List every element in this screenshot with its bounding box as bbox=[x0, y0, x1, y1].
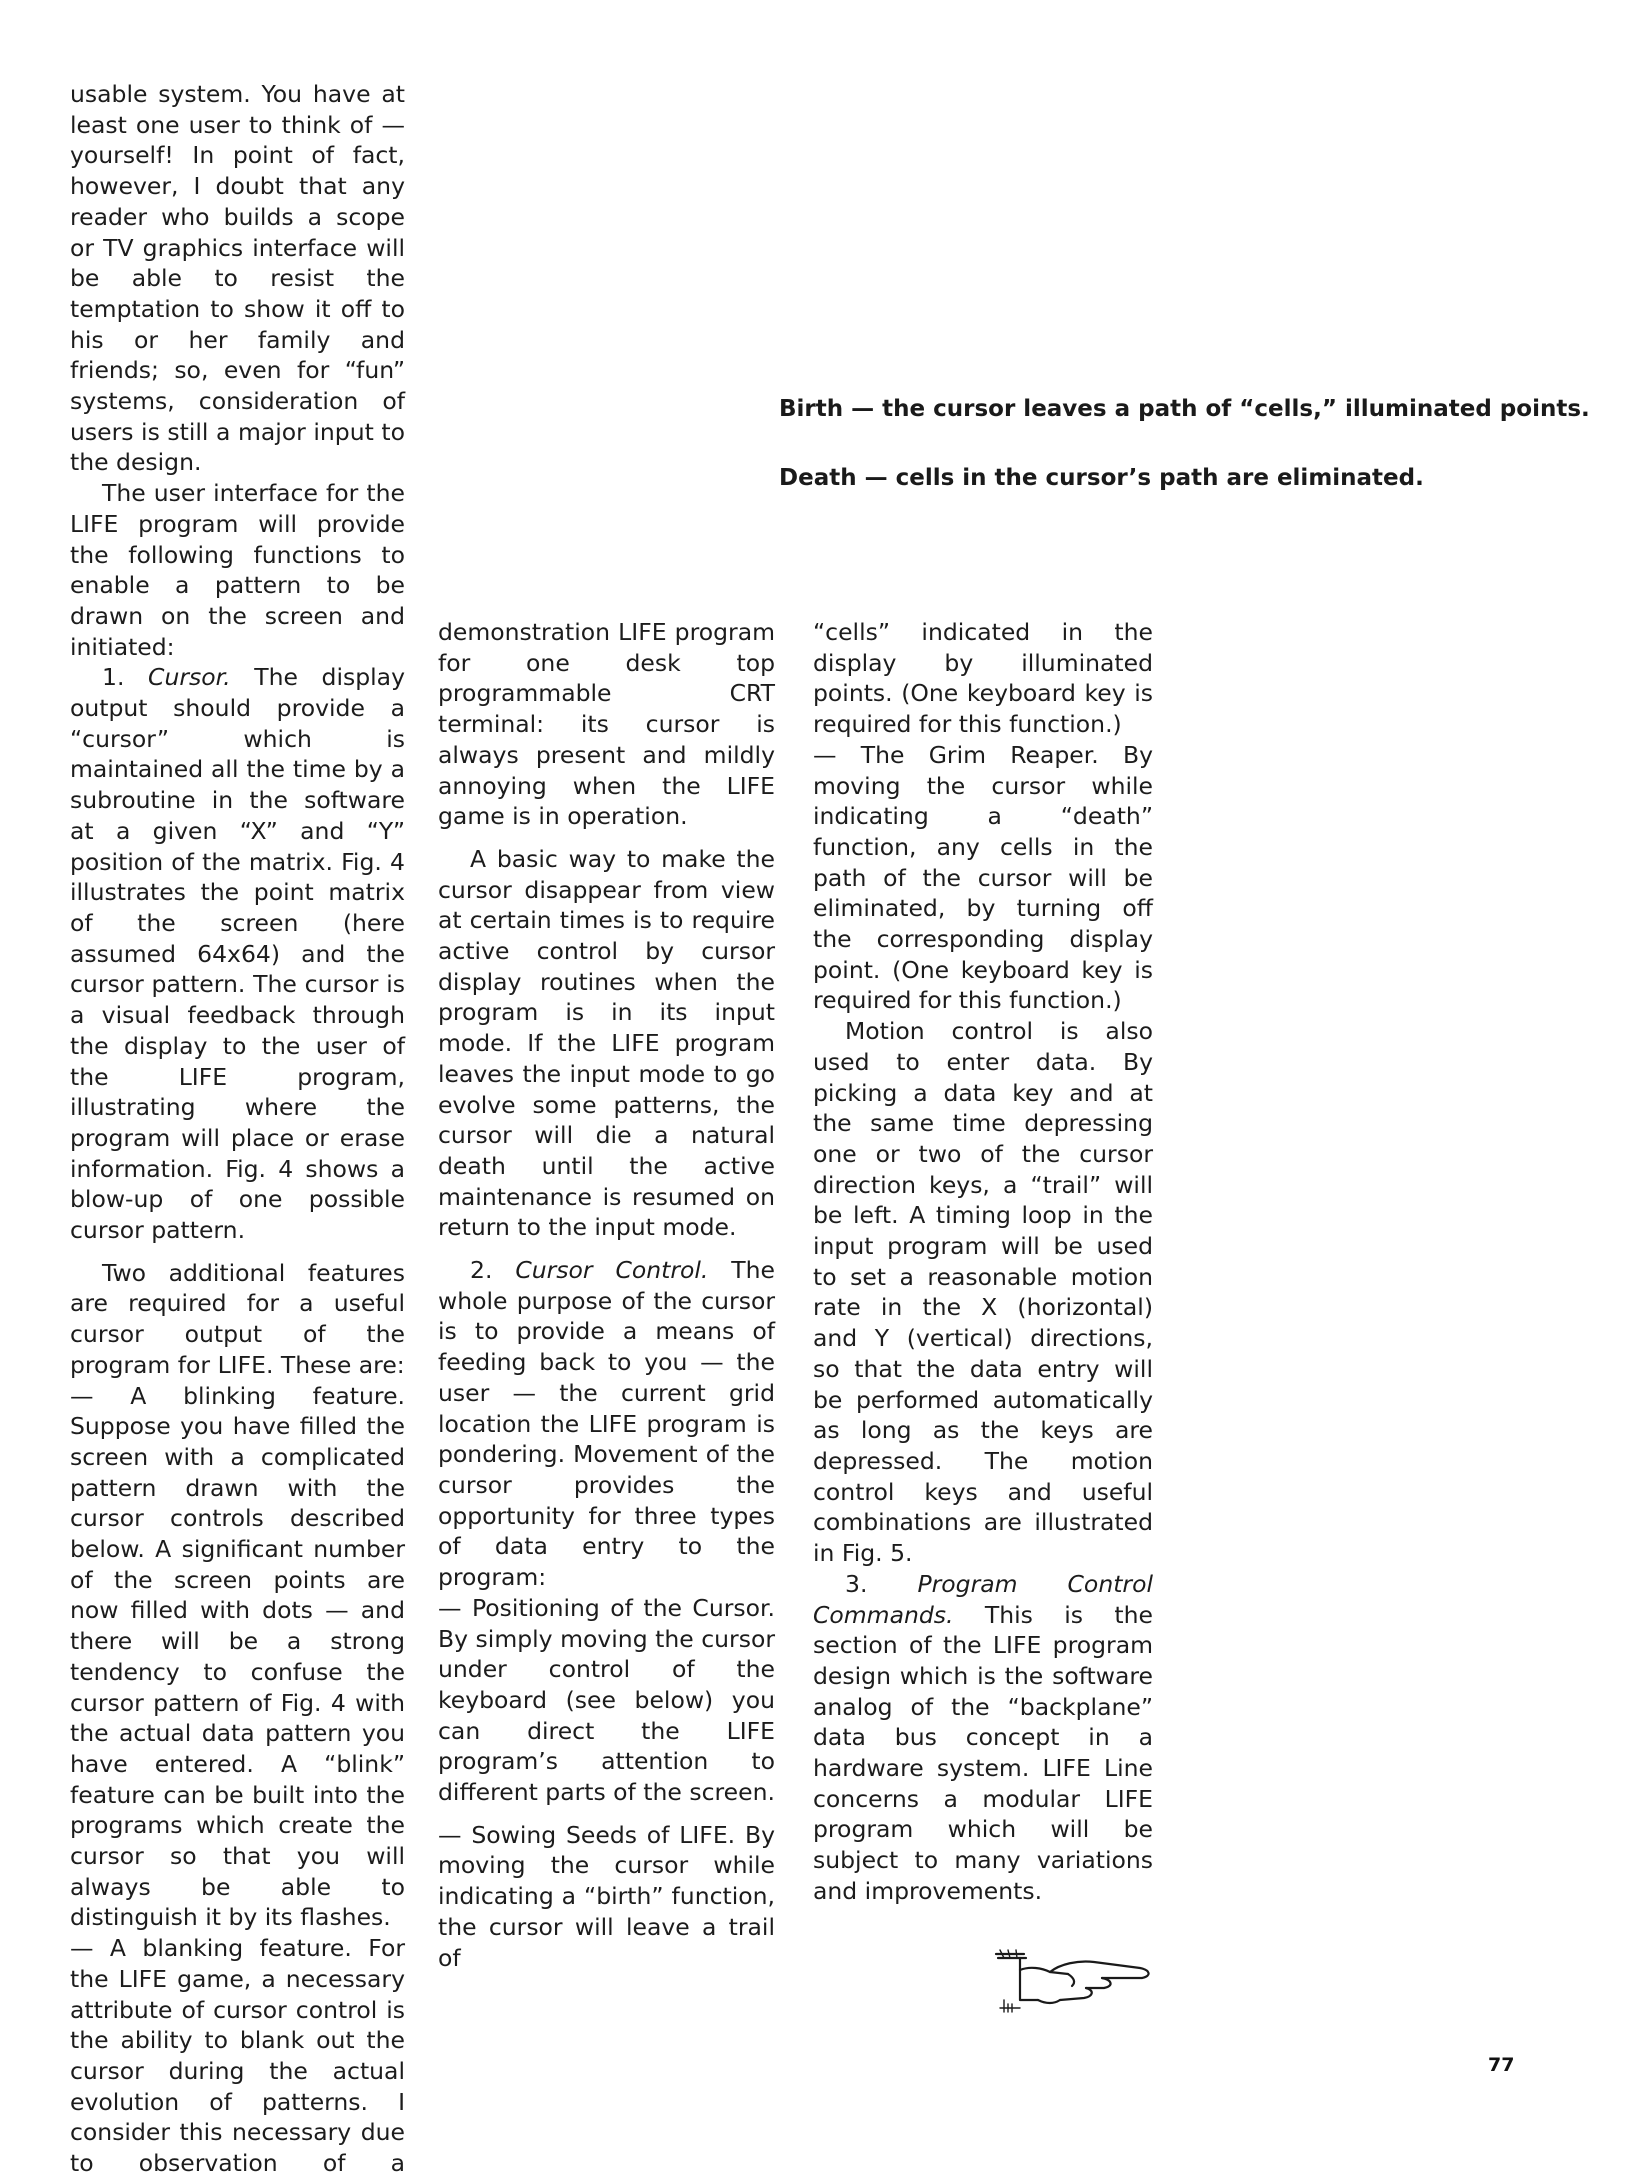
text-column-1 bbox=[70, 79, 405, 2179]
section-number: 2. bbox=[470, 1256, 516, 1285]
section-number: 3. bbox=[845, 1569, 918, 1598]
paragraph-cursor bbox=[70, 662, 405, 1245]
figure-caption-death: Death — cells in the cursor’s path are eliminated. bbox=[779, 465, 1424, 491]
page-number: 77 bbox=[1488, 2054, 1515, 2076]
text-column-3 bbox=[813, 617, 1153, 1907]
paragraph: Two additional features are required for a useful cursor output of the program for LIFE. These are: bbox=[70, 1258, 405, 1379]
paragraph: A basic way to make the cursor disappear from view at certain times is to require active control by cursor display routines when the program is in its input mode. If the LIFE program leaves the input mode to go evolve some patterns, the cursor will die a natural death until the active maintenance is resumed on return to the input mode. bbox=[438, 844, 775, 1242]
text-column-2 bbox=[438, 617, 775, 1973]
paragraph-blanking: — A blanking feature. For the LIFE game, a necessary attribute of cursor control is the ability to blank out the cursor during the actual evolution of patterns. I consider this necessary due to observation of a bbox=[70, 1934, 405, 2178]
section-title: Cursor. bbox=[148, 663, 231, 692]
paragraph-positioning: — Positioning of the Cursor. By simply moving the cursor under control of the keyboard (see below) you can direct the LIFE program’s attention to different parts of the screen. bbox=[438, 1593, 775, 1807]
section-title: Cursor Control. bbox=[515, 1256, 709, 1285]
section-body: The whole purpose of the cursor is to provide a means of feeding back to you — the user — the current grid location the LIFE program is pondering. Movement of the cursor provides the opportunity for three types of data entry to the program: bbox=[438, 1256, 775, 1592]
section-number: 1. bbox=[102, 663, 149, 692]
paragraph: The user interface for the LIFE program will provide the following functions to enable a pattern to be drawn on the screen and initiated: bbox=[70, 479, 405, 661]
paragraph-motion-control: Motion control is also used to enter data. By picking a data key and at the same time depressing one or two of the cursor direction keys, a “trail” will be left. A timing loop in the input program will be used to set a reasonable motion rate in the X (horizontal) and Y (vertical) directions, so that the data entry will be performed automatically as long as the keys are depressed. The motion control keys and useful combinations are illustrated in Fig. 5. bbox=[813, 1017, 1153, 1568]
figure-caption-birth: Birth — the cursor leaves a path of “cells,” illuminated points. bbox=[779, 396, 1590, 422]
paragraph-program-control bbox=[813, 1569, 1153, 1907]
paragraph: demonstration LIFE program for one desk top programmable CRT terminal: its cursor is always present and mildly annoying when the LIFE game is in operation. bbox=[438, 618, 775, 831]
section-title: Program Control Commands. bbox=[813, 1569, 1153, 1629]
section-body: This is the section of the LIFE program design which is the software analog of the “backplane” data bus concept in a hardware system. LIFE Line concerns a modular LIFE program which will be subject to many variations and improvements. bbox=[813, 1600, 1153, 1905]
paragraph-blinking: — A blinking feature. Suppose you have filled the screen with a complicated pattern drawn with the cursor controls described below. A significant number of the screen points are now filled with dots — and there will be a strong tendency to confuse the cursor pattern of Fig. 4 with the actual data pattern you have entered. A “blink” feature can be built into the programs which create the cursor so that you will always be able to distinguish it by its flashes. bbox=[70, 1381, 405, 1932]
pointing-hand-icon bbox=[990, 1948, 1160, 2018]
paragraph-grim-reaper: — The Grim Reaper. By moving the cursor while indicating a “death” function, any cells in the path of the cursor will be eliminated, by turning off the corresponding display point. (One keyboard key is required for this function.) bbox=[813, 740, 1153, 1015]
paragraph-cursor-control bbox=[438, 1255, 775, 1593]
section-body: The display output should provide a “cursor” which is maintained all the time by a subroutine in the software at a given “X” and “Y” position of the matrix. Fig. 4 illustrates the point matrix of the screen (here assumed 64x64) and the cursor pattern. The cursor is a visual feedback through the display to the user of the LIFE program, illustrating where the program will place or erase information. Fig. 4 shows a blow-up of one possible cursor pattern. bbox=[70, 663, 405, 1245]
paragraph: “cells” indicated in the display by illuminated points. (One keyboard key is required for this function.) bbox=[813, 618, 1153, 739]
paragraph-sowing-seeds: — Sowing Seeds of LIFE. By moving the cursor while indicating a “birth” function, the cursor will leave a trail of bbox=[438, 1820, 775, 1972]
paragraph: usable system. You have at least one user to think of — yourself! In point of fact, however, I doubt that any reader who builds a scope or TV graphics interface will be able to resist the temptation to show it off to his or her family and friends; so, even for “fun” systems, consideration of users is still a major input to the design. bbox=[70, 80, 405, 477]
